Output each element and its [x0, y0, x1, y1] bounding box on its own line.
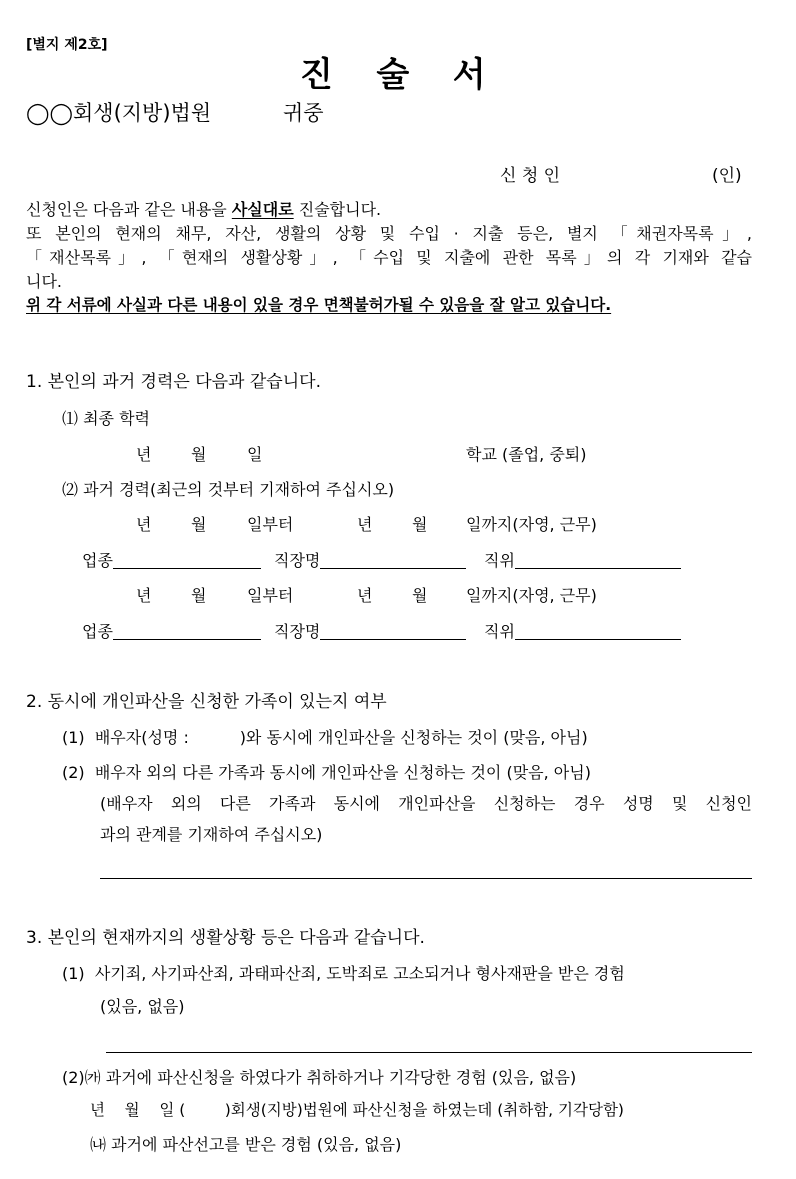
section1-heading: 1. 본인의 과거 경력은 다음과 같습니다. — [26, 372, 321, 392]
section3-item2b: ㈏ 과거에 파산선고를 받은 경험 (있음, 없음) — [90, 1135, 402, 1154]
recipient: 귀중 — [283, 101, 324, 125]
career1-industry-row — [82, 553, 261, 569]
edu-month: 월 — [191, 445, 207, 464]
career1-company-blank[interactable] — [320, 554, 466, 569]
applicant-seal: (인) — [712, 166, 742, 186]
intro-warning: 위 각 서류에 사실과 다른 내용이 있을 경우 면책불허가될 수 있음을 잘 알고 있습니다. — [26, 296, 612, 314]
section3-item2a-detail: 년 월 일 ( )회생(지방)법원에 파산신청을 하였는데 (취하함, 기각당함) — [90, 1101, 624, 1119]
career2-position-row — [484, 624, 681, 640]
career1-company-label: 직장명 — [274, 551, 321, 570]
section3-heading: 3. 본인의 현재까지의 생활상황 등은 다음과 같습니다. — [26, 928, 425, 948]
page-title: 진 술 서 — [300, 55, 488, 95]
section3-answer-line[interactable] — [106, 1052, 752, 1053]
career1-company-row — [274, 553, 466, 569]
section3-item2a: (2)㈎ 과거에 파산신청을 하였다가 취하하거나 기각당한 경험 (있음, 없음) — [62, 1068, 577, 1087]
career1-start-day: 일부터 — [247, 515, 294, 534]
career2-company-blank[interactable] — [320, 625, 466, 640]
intro-line2: 또 본인의 현재의 채무, 자산, 생활의 상황 및 수입 · 지출 등은, 별지 「채권자목록」, — [26, 224, 752, 243]
career1-industry-blank[interactable] — [113, 554, 261, 569]
career1-position-row — [484, 553, 681, 569]
career2-industry-blank[interactable] — [113, 625, 261, 640]
career2-position-blank[interactable] — [515, 625, 681, 640]
section2-item2-note1: (배우자 외의 다른 가족과 동시에 개인파산을 신청하는 경우 성명 및 신청인 — [100, 794, 752, 813]
intro-line3: 「재산목록」, 「현재의 생활상황」, 「수입 및 지출에 관한 목록」의 각 기재와 같습 — [26, 248, 752, 267]
intro-line1 — [26, 202, 381, 218]
career1-start-month: 월 — [191, 515, 207, 534]
section2-heading: 2. 동시에 개인파산을 신청한 가족이 있는지 여부 — [26, 692, 387, 712]
career2-end-day: 일까지(자영, 근무) — [466, 586, 597, 605]
section2-item2: (2) 배우자 외의 다른 가족과 동시에 개인파산을 신청하는 것이 (맞음, 아님) — [62, 763, 591, 782]
section1-item1-label: ⑴ 최종 학력 — [62, 409, 150, 428]
career1-end-month: 월 — [412, 515, 428, 534]
career2-end-year: 년 — [357, 586, 373, 605]
career1-position-label: 직위 — [484, 551, 515, 570]
career2-start-day: 일부터 — [247, 586, 294, 605]
intro-line1-before: 신청인은 다음과 같은 내용을 — [26, 200, 232, 219]
career2-industry-label: 업종 — [82, 622, 113, 641]
edu-school: 학교 (졸업, 중퇴) — [466, 445, 587, 464]
career2-start-year: 년 — [136, 586, 152, 605]
section1-item2-label: ⑵ 과거 경력(최근의 것부터 기재하여 주십시오) — [62, 480, 395, 499]
intro-line1-after: 진술합니다. — [293, 200, 382, 219]
section2-answer-line[interactable] — [100, 878, 752, 879]
career2-company-label: 직장명 — [274, 622, 321, 641]
applicant-label: 신 청 인 — [500, 166, 561, 186]
career2-start-month: 월 — [191, 586, 207, 605]
career2-position-label: 직위 — [484, 622, 515, 641]
career1-industry-label: 업종 — [82, 551, 113, 570]
form-label: [별지 제2호] — [26, 37, 108, 53]
section3-item1-line2: (있음, 없음) — [100, 997, 185, 1016]
court-name: ◯◯회생(지방)법원 — [26, 101, 212, 125]
edu-day: 일 — [247, 445, 263, 464]
career2-end-month: 월 — [412, 586, 428, 605]
section2-item2-note2: 과의 관계를 기재하여 주십시오) — [100, 825, 323, 844]
career2-company-row — [274, 624, 466, 640]
career1-end-day: 일까지(자영, 근무) — [466, 515, 597, 534]
career1-end-year: 년 — [357, 515, 373, 534]
section3-item1-line1: (1) 사기죄, 사기파산죄, 과태파산죄, 도박죄로 고소되거나 형사재판을 받은 경험 — [62, 964, 625, 983]
career1-start-year: 년 — [136, 515, 152, 534]
intro-line4: 니다. — [26, 272, 62, 291]
career2-industry-row — [82, 624, 261, 640]
intro-line1-emph: 사실대로 — [231, 200, 294, 219]
section2-item1: (1) 배우자(성명 : )와 동시에 개인파산을 신청하는 것이 (맞음, 아님) — [62, 728, 588, 747]
career1-position-blank[interactable] — [515, 554, 681, 569]
edu-year: 년 — [136, 445, 152, 464]
